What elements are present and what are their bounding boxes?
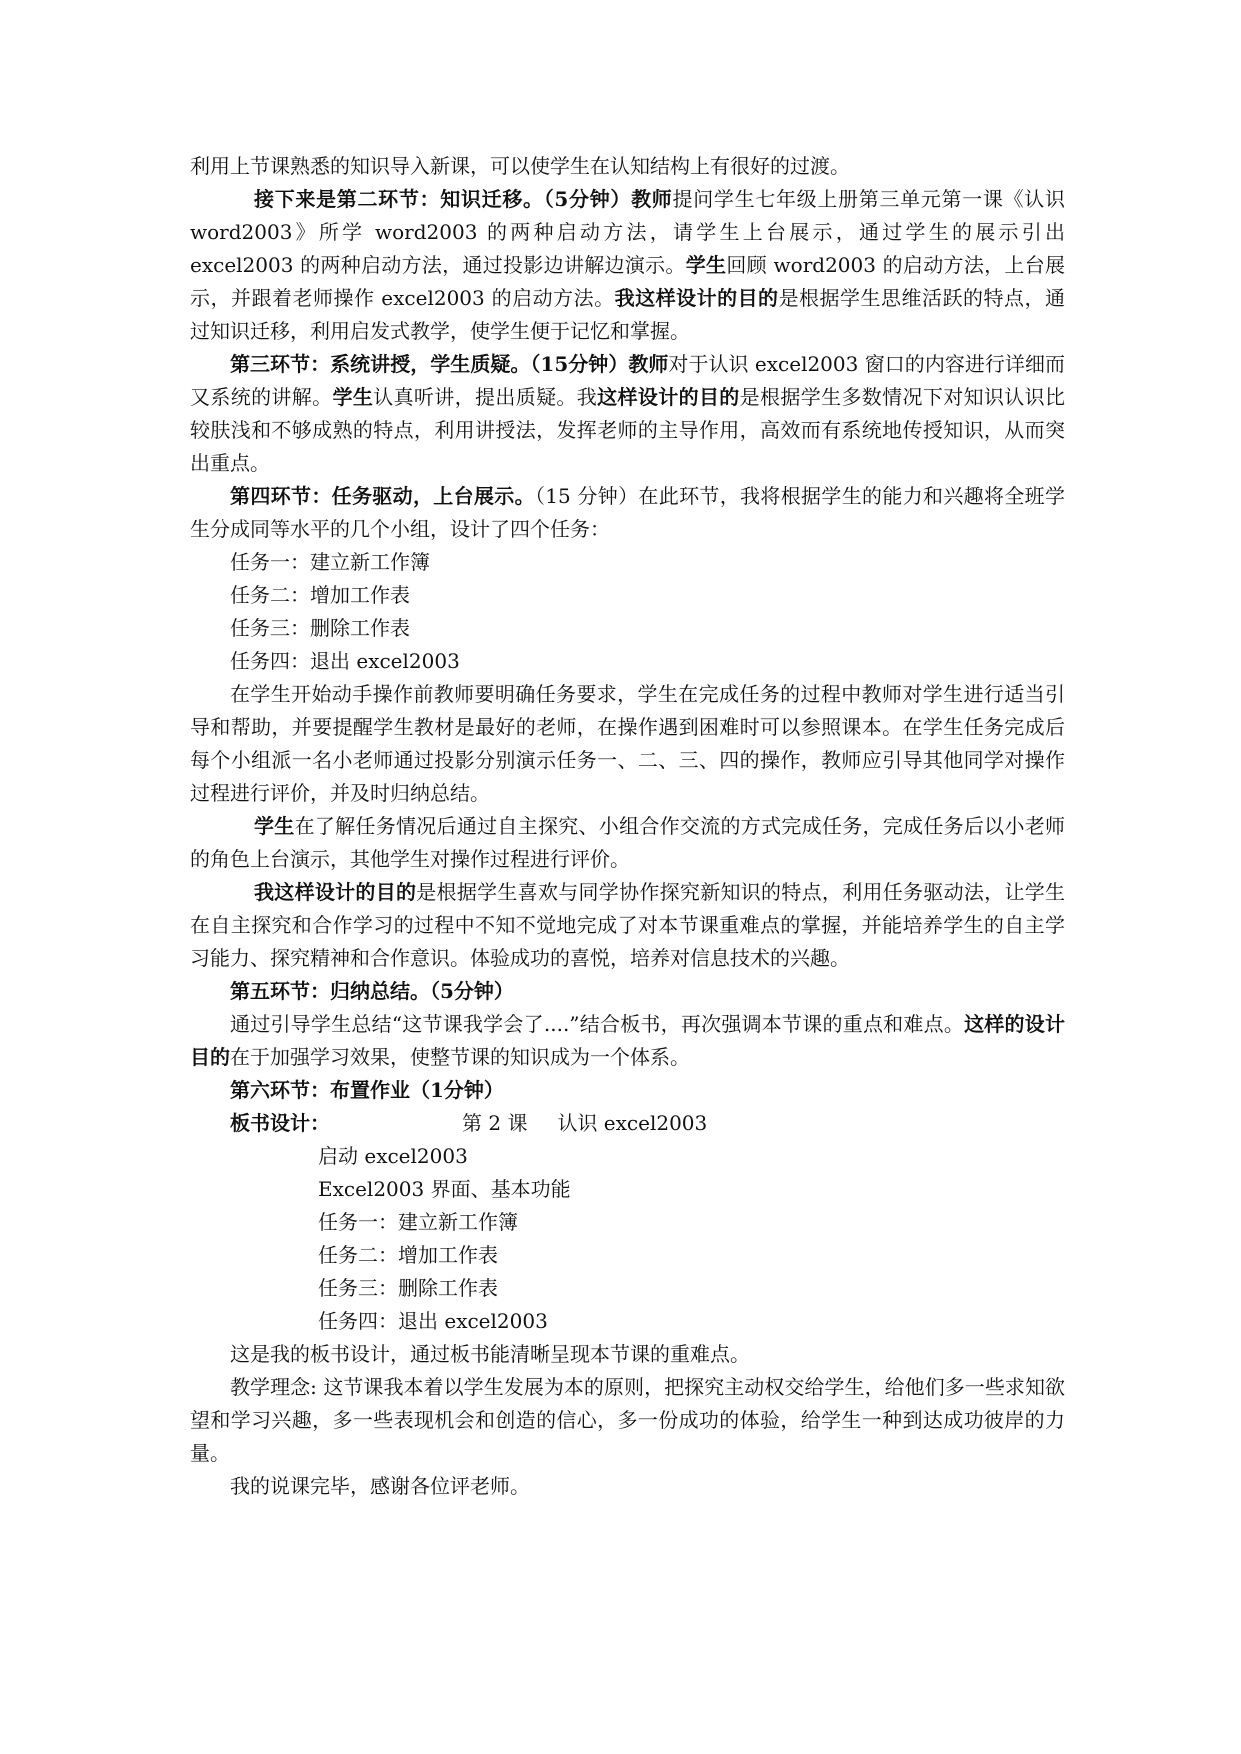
- board-item: [190, 1272, 1065, 1305]
- board-item: [190, 1239, 1065, 1272]
- bold-text: 第六环节：布置作业（1分钟）: [230, 1078, 504, 1102]
- text: 任务一：建立新工作簿: [318, 1210, 518, 1234]
- bold-text: 我这样设计的目的: [254, 880, 417, 904]
- text: 回顾 word2003 的启动方法，上台展示，并跟着老师操作 excel2003 的启动方法。: [190, 253, 1065, 310]
- board-item: [190, 1206, 1065, 1239]
- board-lesson: 第 2 课: [462, 1111, 528, 1135]
- paragraph-step6-heading: [190, 1074, 1065, 1107]
- paragraph-closing: [190, 1470, 1065, 1503]
- board-item: [190, 1140, 1065, 1173]
- bold-text: 接下来是第二环节：知识迁移。（5分钟）教师: [254, 187, 673, 211]
- text: 在于加强学习效果，使整节课的知识成为一个体系。: [230, 1045, 690, 1069]
- bold-text: 这样的设计目的: [190, 1012, 1065, 1069]
- text: 任务四：退出 excel2003: [318, 1309, 548, 1333]
- board-item: [190, 1305, 1065, 1338]
- text: 任务三：删除工作表: [318, 1276, 498, 1300]
- task-item-3: [190, 612, 1065, 645]
- document-body: [190, 150, 1065, 1503]
- bold-text: 这样设计的目的: [597, 385, 740, 409]
- board-item: [190, 1173, 1065, 1206]
- paragraph-board-summary: [190, 1338, 1065, 1371]
- text: 提问学生七年级上册第三单元第一课《认识 word2003》所学 word2003 的两种启动方法，请学生上台展示，通过学生的展示引出 excel2003 的两种启动方法，通过投影边讲解边演示。: [190, 187, 1065, 277]
- paragraph-teaching-philosophy: [190, 1371, 1065, 1470]
- text: 认真听讲，提出质疑。我: [373, 385, 598, 409]
- paragraph-design-purpose: [190, 876, 1065, 975]
- paragraph-step5-heading: [190, 975, 1065, 1008]
- text: 任务一：建立新工作簿: [230, 550, 430, 574]
- paragraph-intro: [190, 150, 1065, 183]
- bold-text: 我这样设计的目的: [614, 286, 779, 310]
- text: 利用上节课熟悉的知识导入新课，可以使学生在认知结构上有很好的过渡。: [190, 154, 850, 178]
- text: 任务二：增加工作表: [230, 583, 410, 607]
- text: 在了解任务情况后通过自主探究、小组合作交流的方式完成任务，完成任务后以小老师的角色上台演示，其他学生对操作过程进行评价。: [190, 814, 1066, 871]
- text: 对于认识 excel2003 窗口的内容进行详细而又系统的讲解。: [190, 352, 1065, 409]
- paragraph-task-guidance: [190, 678, 1065, 810]
- bold-text: 学生: [685, 253, 727, 277]
- task-item-2: [190, 579, 1065, 612]
- bold-text: 第四环节：任务驱动，上台展示。: [230, 484, 535, 508]
- text: 任务四：退出 excel2003: [230, 649, 460, 673]
- bold-text: 学生: [254, 814, 295, 838]
- paragraph-step4: [190, 480, 1065, 546]
- text: 任务三：删除工作表: [230, 616, 410, 640]
- board-lesson-title: 认识 excel2003: [557, 1111, 708, 1135]
- text: 是根据学生多数情况下对知识认识比较肤浅和不够成熟的特点，利用讲授法，发挥老师的主导作用，高效而有系统地传授知识，从而突出重点。: [190, 385, 1066, 475]
- task-item-1: [190, 546, 1065, 579]
- paragraph-student-activity: [190, 810, 1065, 876]
- paragraph-step5: [190, 1008, 1065, 1074]
- text: 教学理念: 这节课我本着以学生发展为本的原则，把探究主动权交给学生，给他们多一些求知欲望和学习兴趣，多一些表现机会和创造的信心，多一份成功的体验，给学生一种到达成功彼岸的力量。: [190, 1375, 1065, 1465]
- text: 这是我的板书设计，通过板书能清晰呈现本节课的重难点。: [230, 1342, 750, 1366]
- text: 我的说课完毕，感谢各位评老师。: [230, 1474, 530, 1498]
- bold-text: 学生: [332, 385, 374, 409]
- board-design-header: [190, 1107, 1065, 1140]
- paragraph-step2: [190, 183, 1065, 348]
- text: 在学生开始动手操作前教师要明确任务要求，学生在完成任务的过程中教师对学生进行适当引导和帮助，并要提醒学生教材是最好的老师，在操作遇到困难时可以参照课本。在学生任务完成后每个小组派一名小老师通过投影分别演示任务一、二、三、四的操作，教师应引导其他同学对操作过程进行评价，并及时归纳总结。: [190, 682, 1065, 805]
- paragraph-step3: [190, 348, 1065, 480]
- task-item-4: [190, 645, 1065, 678]
- board-label: 板书设计：: [230, 1111, 330, 1135]
- text: 任务二：增加工作表: [318, 1243, 498, 1267]
- text: 是根据学生思维活跃的特点，通过知识迁移，利用启发式教学，使学生便于记忆和掌握。: [190, 286, 1066, 343]
- bold-text: 第五环节：归纳总结。（5分钟）: [230, 979, 514, 1003]
- text: 是根据学生喜欢与同学协作探究新知识的特点，利用任务驱动法，让学生在自主探究和合作学习的过程中不知不觉地完成了对本节课重难点的掌握，并能培养学生的自主学习能力、探究精神和合作意识。体验成功的喜悦，培养对信息技术的兴趣。: [190, 880, 1066, 970]
- text: Excel2003 界面、基本功能: [318, 1177, 571, 1201]
- bold-text: 第三环节：系统讲授，学生质疑。（15分钟）教师: [230, 352, 669, 376]
- text: （15 分钟）在此环节，我将根据学生的能力和兴趣将全班学生分成同等水平的几个小组，设计了四个任务：: [190, 484, 1066, 541]
- board-title: [462, 1107, 707, 1140]
- text: 启动 excel2003: [318, 1144, 468, 1168]
- text: 通过引导学生总结“这节课我学会了....”结合板书，再次强调本节课的重点和难点。: [230, 1012, 965, 1036]
